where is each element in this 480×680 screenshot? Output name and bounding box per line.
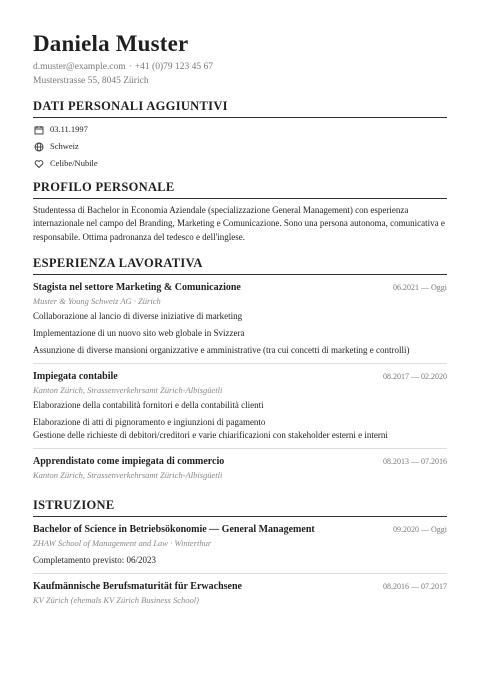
- nationality-text: Schweiz: [50, 141, 79, 151]
- degree-title: Kaufmännische Berufsmaturität für Erwachsene: [33, 581, 242, 593]
- job-company: Kanton Zürich, Strassenverkehrsamt Zürich-Albisgüetli: [33, 385, 223, 396]
- job-title: Apprendistato come impiegata di commercio: [33, 456, 225, 468]
- job-company: Muster & Young Schweiz AG · Zürich: [33, 296, 161, 307]
- entry-divider: [33, 448, 447, 449]
- contact-line: [33, 60, 447, 74]
- calendar-icon: [33, 124, 44, 135]
- job-tasks: [33, 310, 447, 357]
- email-text: d.muster@example.com: [33, 62, 126, 72]
- section-title-education: ISTRUZIONE: [33, 497, 447, 517]
- personal-info-birthdate: [33, 122, 447, 137]
- job-tasks: [33, 399, 447, 442]
- entry-divider: [33, 573, 447, 574]
- experience-entry: [33, 370, 447, 442]
- job-date: 08.2017 — 02.2020: [383, 372, 447, 382]
- heart-icon: [33, 158, 44, 169]
- job-date: 06.2021 — Oggi: [393, 283, 447, 293]
- experience-entry: [33, 455, 447, 481]
- contact-separator: ·: [128, 62, 132, 72]
- personal-info-civil-status: [33, 156, 447, 171]
- entry-divider: [33, 363, 447, 364]
- education-entry: [33, 523, 447, 567]
- education-entry: [33, 580, 447, 606]
- personal-info-list: [33, 122, 447, 171]
- degree-title: Bachelor of Science in Betriebsökonomie — General Management: [33, 524, 315, 536]
- job-task: Gestione delle richieste di debitori/creditori e varie chiarificazioni con stakeholder esterni e interni: [33, 430, 388, 441]
- birthdate-text: 03.11.1997: [50, 124, 88, 134]
- globe-icon: [33, 141, 44, 152]
- job-title: Stagista nel settore Marketing & Comunicazione: [33, 282, 241, 294]
- section-title-personal: DATI PERSONALI AGGIUNTIVI: [33, 98, 447, 118]
- job-company: Kanton Zürich, Strassenverkehrsamt Zürich-Albisgüetli: [33, 470, 223, 481]
- section-title-profile: PROFILO PERSONALE: [33, 179, 447, 199]
- job-task: Elaborazione della contabilità fornitori e della contabilità clienti: [33, 400, 264, 411]
- experience-entry: [33, 281, 447, 357]
- job-task: Implementazione di un nuovo sito web globale in Svizzera: [33, 328, 245, 339]
- cv-page: [33, 30, 447, 606]
- phone-text: +41 (0)79 123 45 67: [134, 62, 213, 72]
- candidate-name: Daniela Muster: [33, 31, 189, 56]
- degree-date: 09.2020 — Oggi: [393, 525, 447, 535]
- job-task: Assunzione di diverse mansioni organizzative e amministrative (tra cui concetti di marketing e controlli): [33, 345, 410, 356]
- job-task: Collaborazione al lancio di diverse iniziative di marketing: [33, 311, 243, 322]
- address-text: Musterstrasse 55, 8045 Zürich: [33, 76, 149, 86]
- degree-date: 08.2016 — 07.2017: [383, 582, 447, 592]
- degree-note: Completamento previsto: 06/2023: [33, 555, 156, 566]
- job-task: Elaborazione di atti di pignoramento e ingiunzioni di pagamento: [33, 417, 266, 428]
- school-name: ZHAW School of Management and Law · Winterthur: [33, 538, 212, 549]
- profile-text: Studentessa di Bachelor in Economia Aziendale (specializzazione General Management) con esperienza internazionale nel campo del Branding, Marketing e Comunicazione. Sono una persona autonoma, comunicativa e responsabile. Ottima padronanza del tedesco e dell'inglese.: [33, 205, 445, 242]
- section-title-experience: ESPERIENZA LAVORATIVA: [33, 255, 447, 275]
- job-title: Impiegata contabile: [33, 371, 118, 383]
- personal-info-nationality: [33, 139, 447, 154]
- civil-status-text: Celibe/Nubile: [50, 158, 98, 168]
- school-name: KV Zürich (ehemals KV Zürich Business School): [33, 595, 199, 606]
- job-date: 08.2013 — 07.2016: [383, 457, 447, 467]
